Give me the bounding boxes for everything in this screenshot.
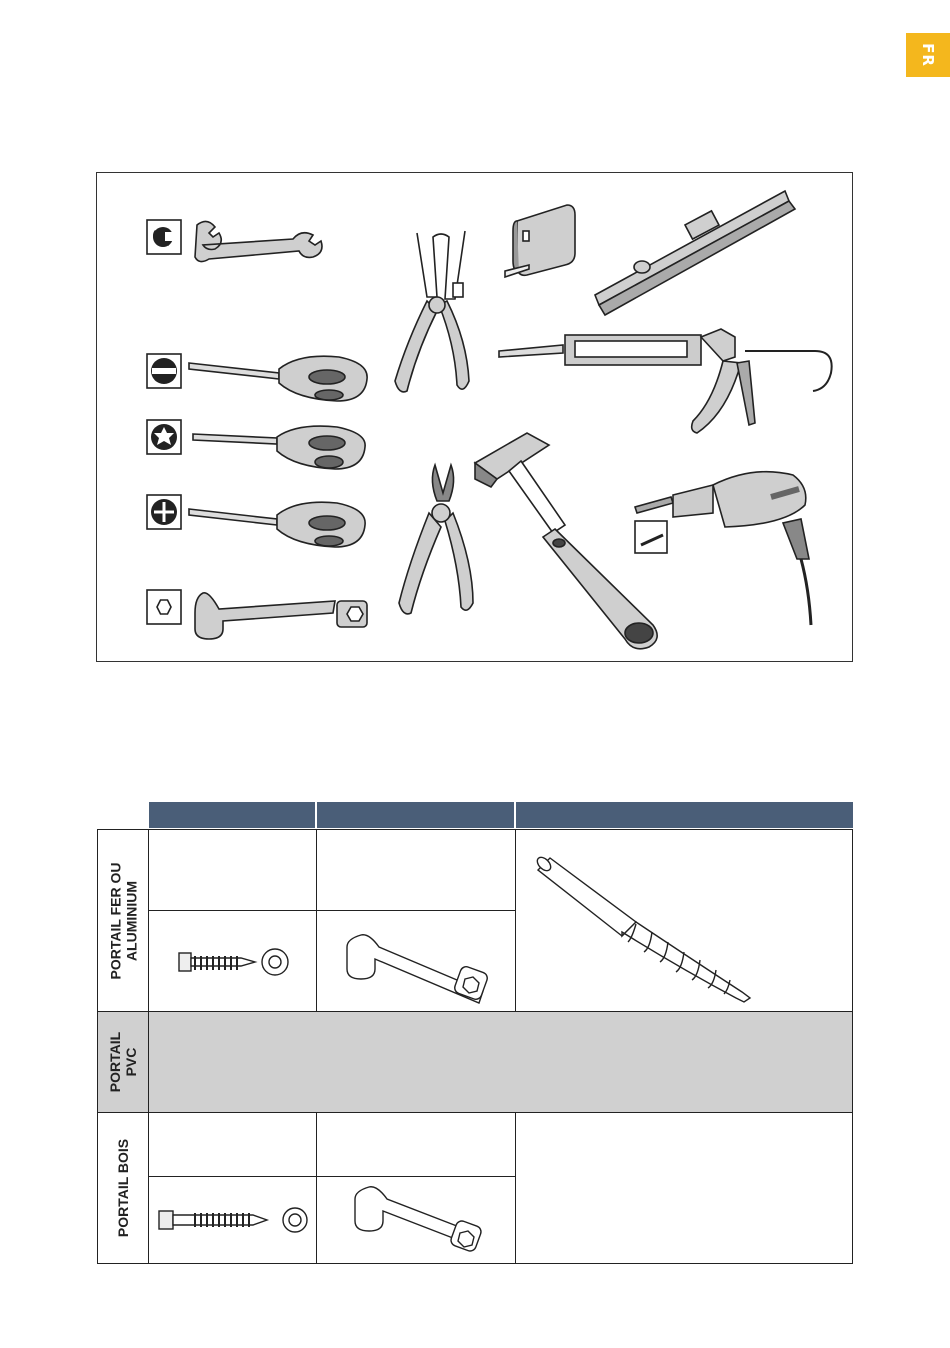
cell-fer-col3 [515,829,853,1012]
table-header-col-1 [149,802,315,828]
row-label-pvc-line2: PVC [123,1047,139,1077]
cell-fer-col2-top [316,829,516,911]
socket-wrench-icon [355,1187,483,1253]
cell-pvc [148,1011,853,1113]
cell-fer-col1-top [148,829,317,911]
torx-screwdriver-icon [147,420,365,469]
row-label-fer-line2: ALUMINIUM [123,880,139,961]
tape-measure-icon [505,205,575,277]
cell-bois-col1-bottom [148,1176,317,1264]
cell-fer-col2-bottom [316,910,516,1012]
language-tab-label: FR [918,43,937,67]
socket-wrench-icon [347,935,489,1003]
row-label-fer-aluminium [97,829,148,1012]
drill-bit-icon [535,855,750,1002]
cell-bois-col1-top [148,1112,317,1177]
phillips-screwdriver-icon [147,495,365,547]
tools-illustration [96,172,853,662]
wire-stripper-icon [395,231,469,392]
row-label-pvc-line1: PORTAIL [107,1031,123,1093]
open-end-wrench-icon [147,220,322,262]
table-header-col-3 [516,802,853,828]
cell-bois-col3 [515,1112,853,1264]
hex-socket-wrench-icon [147,590,367,639]
table-header-col-2 [317,802,514,828]
washer-icon [262,949,288,975]
language-tab [906,33,950,77]
drill-icon [635,472,811,625]
caulking-gun-icon [499,329,832,433]
row-label-bois [97,1112,148,1264]
self-drilling-screw-icon [179,953,255,971]
row-label-pvc [97,1011,148,1113]
cell-bois-col2-bottom [316,1176,516,1264]
hammer-icon [475,433,657,649]
cutting-pliers-icon [399,465,473,614]
cell-fer-col1-bottom [148,910,317,1012]
flat-screwdriver-icon [147,354,367,401]
cell-bois-col2-top [316,1112,516,1177]
washer-icon [283,1208,307,1232]
spirit-level-icon [595,191,795,315]
wood-screw-icon [159,1211,267,1229]
row-label-bois-line1: PORTAIL BOIS [115,1138,131,1238]
row-label-fer-line1: PORTAIL FER OU [107,862,123,979]
